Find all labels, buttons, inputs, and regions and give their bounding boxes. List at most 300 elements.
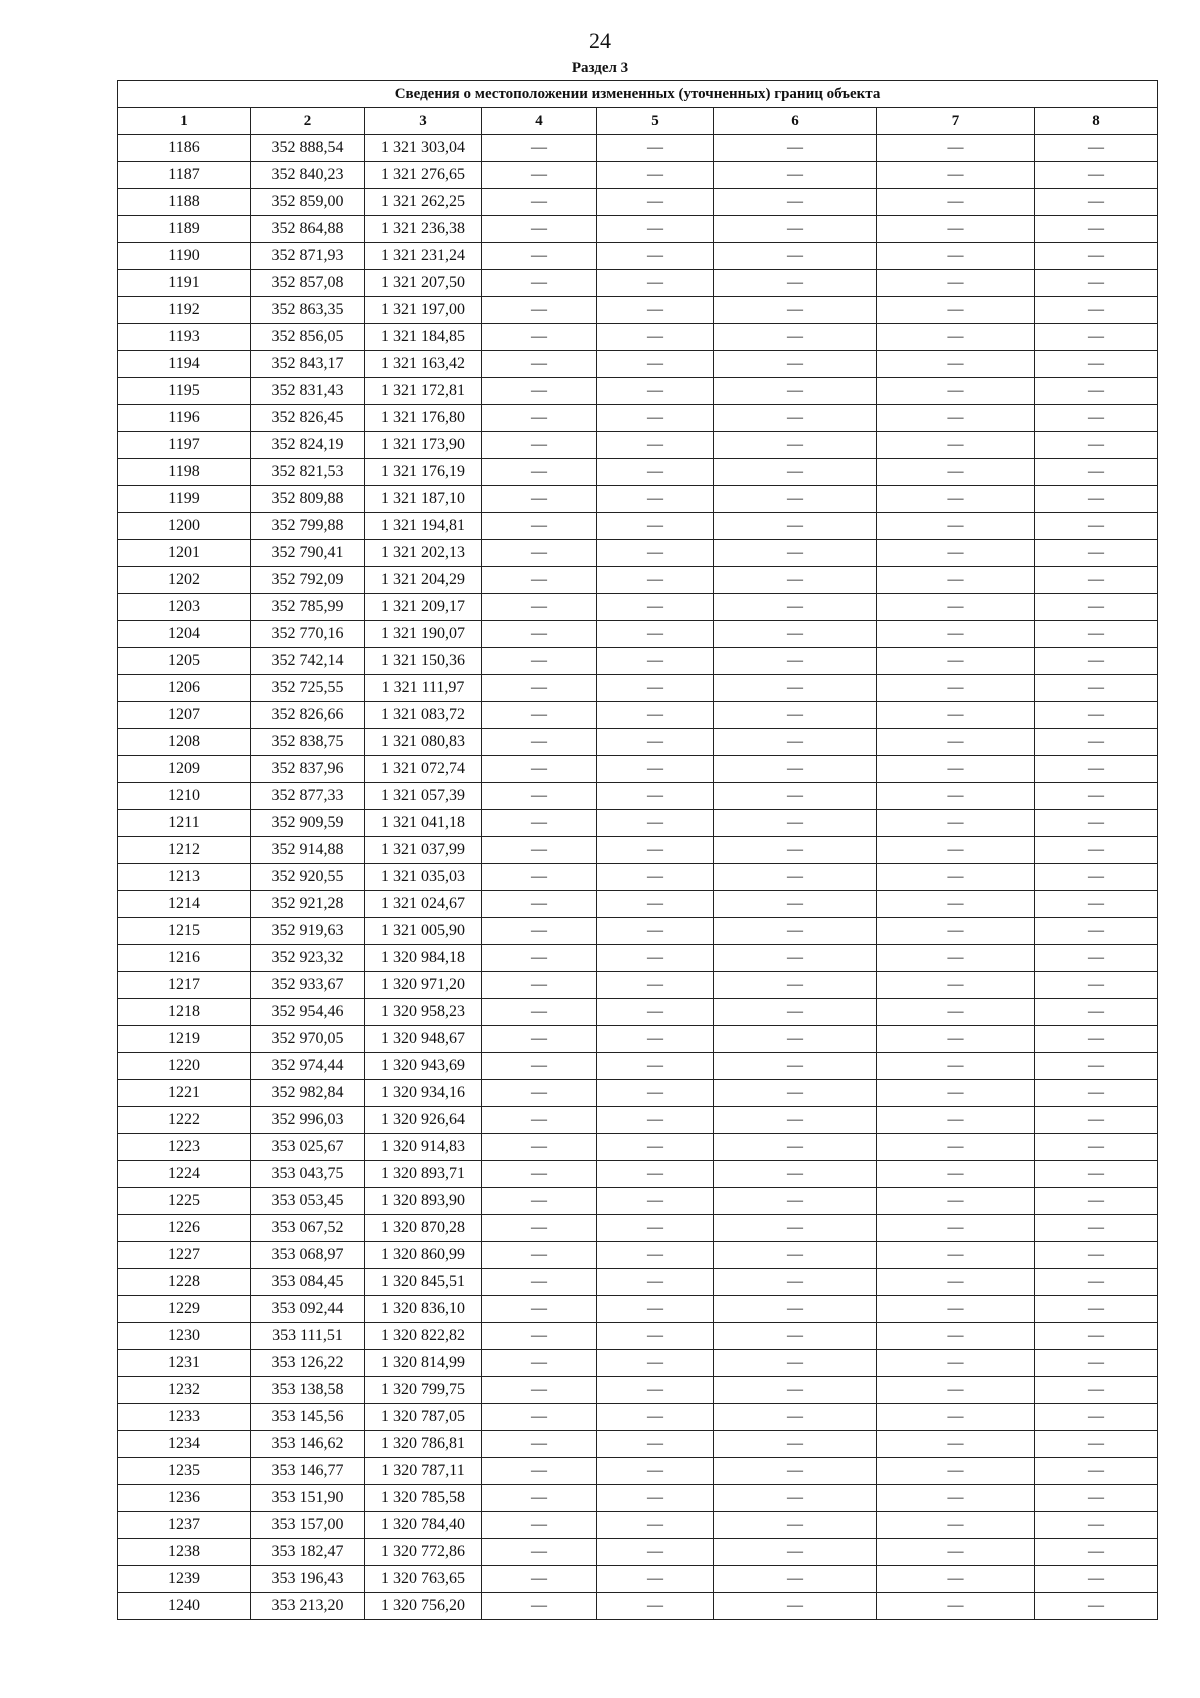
x-coordinate-cell: 353 067,52 xyxy=(251,1215,365,1242)
point-number-cell: 1205 xyxy=(118,648,251,675)
point-number-cell: 1231 xyxy=(118,1350,251,1377)
point-number-cell: 1238 xyxy=(118,1539,251,1566)
y-coordinate-cell: 1 320 785,58 xyxy=(365,1485,482,1512)
empty-cell: — xyxy=(482,1485,597,1512)
x-coordinate-cell: 352 790,41 xyxy=(251,540,365,567)
empty-cell: — xyxy=(482,540,597,567)
point-number-cell: 1230 xyxy=(118,1323,251,1350)
empty-cell: — xyxy=(714,1350,877,1377)
point-number-cell: 1201 xyxy=(118,540,251,567)
empty-cell: — xyxy=(482,621,597,648)
empty-cell: — xyxy=(597,459,714,486)
x-coordinate-cell: 352 856,05 xyxy=(251,324,365,351)
x-coordinate-cell: 352 799,88 xyxy=(251,513,365,540)
empty-cell: — xyxy=(714,972,877,999)
table-row xyxy=(118,1485,1158,1512)
empty-cell: — xyxy=(597,1404,714,1431)
empty-cell: — xyxy=(714,1404,877,1431)
empty-cell: — xyxy=(714,1134,877,1161)
empty-cell: — xyxy=(597,1350,714,1377)
empty-cell: — xyxy=(482,1566,597,1593)
empty-cell: — xyxy=(877,729,1035,756)
table-row xyxy=(118,1026,1158,1053)
x-coordinate-cell: 353 043,75 xyxy=(251,1161,365,1188)
empty-cell: — xyxy=(1035,1269,1158,1296)
table-row xyxy=(118,648,1158,675)
empty-cell: — xyxy=(597,918,714,945)
y-coordinate-cell: 1 321 207,50 xyxy=(365,270,482,297)
point-number-cell: 1235 xyxy=(118,1458,251,1485)
empty-cell: — xyxy=(714,486,877,513)
empty-cell: — xyxy=(714,999,877,1026)
empty-cell: — xyxy=(1035,918,1158,945)
empty-cell: — xyxy=(877,162,1035,189)
empty-cell: — xyxy=(597,162,714,189)
point-number-cell: 1240 xyxy=(118,1593,251,1620)
point-number-cell: 1197 xyxy=(118,432,251,459)
empty-cell: — xyxy=(1035,1296,1158,1323)
x-coordinate-cell: 353 084,45 xyxy=(251,1269,365,1296)
point-number-cell: 1219 xyxy=(118,1026,251,1053)
empty-cell: — xyxy=(877,675,1035,702)
empty-cell: — xyxy=(1035,783,1158,810)
empty-cell: — xyxy=(482,1296,597,1323)
empty-cell: — xyxy=(597,1161,714,1188)
empty-cell: — xyxy=(714,1053,877,1080)
empty-cell: — xyxy=(1035,837,1158,864)
table-row xyxy=(118,1215,1158,1242)
empty-cell: — xyxy=(1035,459,1158,486)
empty-cell: — xyxy=(714,1080,877,1107)
empty-cell: — xyxy=(597,999,714,1026)
table-row xyxy=(118,1458,1158,1485)
column-header-6: 6 xyxy=(714,108,877,135)
x-coordinate-cell: 352 770,16 xyxy=(251,621,365,648)
point-number-cell: 1226 xyxy=(118,1215,251,1242)
empty-cell: — xyxy=(877,1404,1035,1431)
point-number-cell: 1225 xyxy=(118,1188,251,1215)
empty-cell: — xyxy=(597,540,714,567)
column-header-2: 2 xyxy=(251,108,365,135)
x-coordinate-cell: 353 126,22 xyxy=(251,1350,365,1377)
empty-cell: — xyxy=(597,702,714,729)
empty-cell: — xyxy=(714,891,877,918)
table-row xyxy=(118,1080,1158,1107)
empty-cell: — xyxy=(877,810,1035,837)
empty-cell: — xyxy=(1035,702,1158,729)
table-row xyxy=(118,1350,1158,1377)
point-number-cell: 1236 xyxy=(118,1485,251,1512)
empty-cell: — xyxy=(714,1377,877,1404)
x-coordinate-cell: 353 145,56 xyxy=(251,1404,365,1431)
y-coordinate-cell: 1 320 786,81 xyxy=(365,1431,482,1458)
empty-cell: — xyxy=(597,648,714,675)
table-row xyxy=(118,675,1158,702)
empty-cell: — xyxy=(482,189,597,216)
empty-cell: — xyxy=(597,1485,714,1512)
y-coordinate-cell: 1 321 083,72 xyxy=(365,702,482,729)
x-coordinate-cell: 353 146,62 xyxy=(251,1431,365,1458)
empty-cell: — xyxy=(877,486,1035,513)
empty-cell: — xyxy=(482,945,597,972)
y-coordinate-cell: 1 321 303,04 xyxy=(365,135,482,162)
table-row xyxy=(118,135,1158,162)
y-coordinate-cell: 1 320 914,83 xyxy=(365,1134,482,1161)
point-number-cell: 1222 xyxy=(118,1107,251,1134)
point-number-cell: 1234 xyxy=(118,1431,251,1458)
empty-cell: — xyxy=(877,1269,1035,1296)
table-row xyxy=(118,999,1158,1026)
empty-cell: — xyxy=(877,999,1035,1026)
x-coordinate-cell: 352 996,03 xyxy=(251,1107,365,1134)
y-coordinate-cell: 1 321 172,81 xyxy=(365,378,482,405)
empty-cell: — xyxy=(714,648,877,675)
empty-cell: — xyxy=(877,783,1035,810)
column-header-4: 4 xyxy=(482,108,597,135)
table-row xyxy=(118,1161,1158,1188)
empty-cell: — xyxy=(714,675,877,702)
empty-cell: — xyxy=(714,783,877,810)
empty-cell: — xyxy=(877,567,1035,594)
empty-cell: — xyxy=(482,486,597,513)
y-coordinate-cell: 1 320 984,18 xyxy=(365,945,482,972)
empty-cell: — xyxy=(1035,1107,1158,1134)
empty-cell: — xyxy=(482,864,597,891)
x-coordinate-cell: 352 843,17 xyxy=(251,351,365,378)
empty-cell: — xyxy=(1035,324,1158,351)
empty-cell: — xyxy=(714,1188,877,1215)
column-header-1: 1 xyxy=(118,108,251,135)
table-row xyxy=(118,945,1158,972)
empty-cell: — xyxy=(877,891,1035,918)
y-coordinate-cell: 1 321 197,00 xyxy=(365,297,482,324)
empty-cell: — xyxy=(482,891,597,918)
x-coordinate-cell: 353 146,77 xyxy=(251,1458,365,1485)
empty-cell: — xyxy=(597,432,714,459)
x-coordinate-cell: 352 954,46 xyxy=(251,999,365,1026)
empty-cell: — xyxy=(482,918,597,945)
empty-cell: — xyxy=(597,1593,714,1620)
table-row xyxy=(118,972,1158,999)
empty-cell: — xyxy=(597,513,714,540)
empty-cell: — xyxy=(1035,729,1158,756)
empty-cell: — xyxy=(482,1080,597,1107)
empty-cell: — xyxy=(714,594,877,621)
table-row xyxy=(118,783,1158,810)
empty-cell: — xyxy=(1035,297,1158,324)
x-coordinate-cell: 352 809,88 xyxy=(251,486,365,513)
table-row xyxy=(118,486,1158,513)
point-number-cell: 1195 xyxy=(118,378,251,405)
point-number-cell: 1220 xyxy=(118,1053,251,1080)
table-row xyxy=(118,621,1158,648)
empty-cell: — xyxy=(482,405,597,432)
y-coordinate-cell: 1 320 948,67 xyxy=(365,1026,482,1053)
empty-cell: — xyxy=(482,594,597,621)
y-coordinate-cell: 1 320 860,99 xyxy=(365,1242,482,1269)
empty-cell: — xyxy=(714,1539,877,1566)
table-row xyxy=(118,1539,1158,1566)
empty-cell: — xyxy=(877,621,1035,648)
point-number-cell: 1193 xyxy=(118,324,251,351)
empty-cell: — xyxy=(597,567,714,594)
y-coordinate-cell: 1 320 971,20 xyxy=(365,972,482,999)
table-row xyxy=(118,432,1158,459)
point-number-cell: 1203 xyxy=(118,594,251,621)
point-number-cell: 1212 xyxy=(118,837,251,864)
table-row xyxy=(118,1377,1158,1404)
empty-cell: — xyxy=(597,1458,714,1485)
y-coordinate-cell: 1 320 934,16 xyxy=(365,1080,482,1107)
empty-cell: — xyxy=(877,1431,1035,1458)
point-number-cell: 1221 xyxy=(118,1080,251,1107)
y-coordinate-cell: 1 321 176,19 xyxy=(365,459,482,486)
x-coordinate-cell: 352 857,08 xyxy=(251,270,365,297)
y-coordinate-cell: 1 320 870,28 xyxy=(365,1215,482,1242)
empty-cell: — xyxy=(1035,594,1158,621)
x-coordinate-cell: 353 196,43 xyxy=(251,1566,365,1593)
y-coordinate-cell: 1 321 202,13 xyxy=(365,540,482,567)
y-coordinate-cell: 1 321 187,10 xyxy=(365,486,482,513)
point-number-cell: 1228 xyxy=(118,1269,251,1296)
empty-cell: — xyxy=(597,1566,714,1593)
x-coordinate-cell: 352 970,05 xyxy=(251,1026,365,1053)
empty-cell: — xyxy=(877,1566,1035,1593)
point-number-cell: 1227 xyxy=(118,1242,251,1269)
empty-cell: — xyxy=(714,1431,877,1458)
empty-cell: — xyxy=(482,1188,597,1215)
x-coordinate-cell: 352 821,53 xyxy=(251,459,365,486)
y-coordinate-cell: 1 321 037,99 xyxy=(365,837,482,864)
empty-cell: — xyxy=(597,1107,714,1134)
empty-cell: — xyxy=(1035,1404,1158,1431)
x-coordinate-cell: 352 877,33 xyxy=(251,783,365,810)
table-row xyxy=(118,864,1158,891)
empty-cell: — xyxy=(714,837,877,864)
y-coordinate-cell: 1 320 799,75 xyxy=(365,1377,482,1404)
table-row xyxy=(118,729,1158,756)
x-coordinate-cell: 352 921,28 xyxy=(251,891,365,918)
table-row xyxy=(118,1323,1158,1350)
empty-cell: — xyxy=(597,1377,714,1404)
y-coordinate-cell: 1 320 893,90 xyxy=(365,1188,482,1215)
table-row xyxy=(118,513,1158,540)
point-number-cell: 1218 xyxy=(118,999,251,1026)
table-row xyxy=(118,918,1158,945)
y-coordinate-cell: 1 321 231,24 xyxy=(365,243,482,270)
y-coordinate-cell: 1 321 005,90 xyxy=(365,918,482,945)
y-coordinate-cell: 1 320 787,11 xyxy=(365,1458,482,1485)
empty-cell: — xyxy=(714,1296,877,1323)
y-coordinate-cell: 1 320 784,40 xyxy=(365,1512,482,1539)
table-row xyxy=(118,1404,1158,1431)
empty-cell: — xyxy=(482,1215,597,1242)
table-caption: Сведения о местоположении измененных (уточненных) границ объекта xyxy=(118,81,1158,108)
empty-cell: — xyxy=(877,270,1035,297)
empty-cell: — xyxy=(482,216,597,243)
empty-cell: — xyxy=(1035,1377,1158,1404)
empty-cell: — xyxy=(482,999,597,1026)
empty-cell: — xyxy=(877,837,1035,864)
empty-cell: — xyxy=(482,1242,597,1269)
x-coordinate-cell: 353 092,44 xyxy=(251,1296,365,1323)
x-coordinate-cell: 352 871,93 xyxy=(251,243,365,270)
empty-cell: — xyxy=(714,1512,877,1539)
empty-cell: — xyxy=(1035,756,1158,783)
y-coordinate-cell: 1 321 276,65 xyxy=(365,162,482,189)
empty-cell: — xyxy=(714,513,877,540)
empty-cell: — xyxy=(597,783,714,810)
empty-cell: — xyxy=(877,189,1035,216)
empty-cell: — xyxy=(1035,891,1158,918)
x-coordinate-cell: 352 838,75 xyxy=(251,729,365,756)
point-number-cell: 1210 xyxy=(118,783,251,810)
y-coordinate-cell: 1 320 756,20 xyxy=(365,1593,482,1620)
y-coordinate-cell: 1 320 763,65 xyxy=(365,1566,482,1593)
point-number-cell: 1191 xyxy=(118,270,251,297)
empty-cell: — xyxy=(714,729,877,756)
column-header-7: 7 xyxy=(877,108,1035,135)
empty-cell: — xyxy=(714,351,877,378)
empty-cell: — xyxy=(877,513,1035,540)
x-coordinate-cell: 352 920,55 xyxy=(251,864,365,891)
table-row xyxy=(118,216,1158,243)
empty-cell: — xyxy=(1035,135,1158,162)
empty-cell: — xyxy=(597,216,714,243)
x-coordinate-cell: 353 151,90 xyxy=(251,1485,365,1512)
empty-cell: — xyxy=(877,648,1035,675)
x-coordinate-cell: 352 824,19 xyxy=(251,432,365,459)
empty-cell: — xyxy=(482,1350,597,1377)
empty-cell: — xyxy=(597,189,714,216)
point-number-cell: 1215 xyxy=(118,918,251,945)
empty-cell: — xyxy=(877,135,1035,162)
empty-cell: — xyxy=(597,135,714,162)
empty-cell: — xyxy=(1035,1161,1158,1188)
table-row xyxy=(118,1593,1158,1620)
empty-cell: — xyxy=(714,567,877,594)
point-number-cell: 1223 xyxy=(118,1134,251,1161)
empty-cell: — xyxy=(1035,1431,1158,1458)
table-row xyxy=(118,297,1158,324)
empty-cell: — xyxy=(1035,648,1158,675)
empty-cell: — xyxy=(597,729,714,756)
point-number-cell: 1237 xyxy=(118,1512,251,1539)
empty-cell: — xyxy=(714,459,877,486)
empty-cell: — xyxy=(1035,999,1158,1026)
empty-cell: — xyxy=(877,756,1035,783)
empty-cell: — xyxy=(1035,378,1158,405)
empty-cell: — xyxy=(877,1377,1035,1404)
table-row xyxy=(118,1269,1158,1296)
empty-cell: — xyxy=(1035,1539,1158,1566)
empty-cell: — xyxy=(1035,567,1158,594)
empty-cell: — xyxy=(482,1107,597,1134)
table-row xyxy=(118,162,1158,189)
point-number-cell: 1202 xyxy=(118,567,251,594)
empty-cell: — xyxy=(877,243,1035,270)
x-coordinate-cell: 352 792,09 xyxy=(251,567,365,594)
empty-cell: — xyxy=(597,675,714,702)
empty-cell: — xyxy=(482,1026,597,1053)
empty-cell: — xyxy=(714,1269,877,1296)
empty-cell: — xyxy=(714,1215,877,1242)
table-row xyxy=(118,1431,1158,1458)
x-coordinate-cell: 353 111,51 xyxy=(251,1323,365,1350)
empty-cell: — xyxy=(482,324,597,351)
x-coordinate-cell: 352 923,32 xyxy=(251,945,365,972)
empty-cell: — xyxy=(1035,216,1158,243)
section-title: Раздел 3 xyxy=(571,60,629,76)
empty-cell: — xyxy=(877,1242,1035,1269)
y-coordinate-cell: 1 321 262,25 xyxy=(365,189,482,216)
empty-cell: — xyxy=(877,594,1035,621)
x-coordinate-cell: 353 068,97 xyxy=(251,1242,365,1269)
x-coordinate-cell: 352 859,00 xyxy=(251,189,365,216)
x-coordinate-cell: 352 826,66 xyxy=(251,702,365,729)
point-number-cell: 1224 xyxy=(118,1161,251,1188)
point-number-cell: 1214 xyxy=(118,891,251,918)
table-row xyxy=(118,540,1158,567)
empty-cell: — xyxy=(877,1026,1035,1053)
empty-cell: — xyxy=(482,351,597,378)
table-row xyxy=(118,1242,1158,1269)
empty-cell: — xyxy=(1035,1593,1158,1620)
x-coordinate-cell: 352 725,55 xyxy=(251,675,365,702)
empty-cell: — xyxy=(1035,945,1158,972)
empty-cell: — xyxy=(597,810,714,837)
point-number-cell: 1206 xyxy=(118,675,251,702)
y-coordinate-cell: 1 320 836,10 xyxy=(365,1296,482,1323)
empty-cell: — xyxy=(1035,189,1158,216)
empty-cell: — xyxy=(1035,243,1158,270)
y-coordinate-cell: 1 321 163,42 xyxy=(365,351,482,378)
y-coordinate-cell: 1 321 236,38 xyxy=(365,216,482,243)
empty-cell: — xyxy=(714,945,877,972)
empty-cell: — xyxy=(597,378,714,405)
boundary-coordinates-table xyxy=(117,80,1158,1620)
empty-cell: — xyxy=(714,189,877,216)
empty-cell: — xyxy=(714,1026,877,1053)
empty-cell: — xyxy=(877,1539,1035,1566)
table-row xyxy=(118,189,1158,216)
empty-cell: — xyxy=(482,1593,597,1620)
x-coordinate-cell: 352 982,84 xyxy=(251,1080,365,1107)
empty-cell: — xyxy=(482,756,597,783)
x-coordinate-cell: 352 742,14 xyxy=(251,648,365,675)
empty-cell: — xyxy=(597,891,714,918)
empty-cell: — xyxy=(714,918,877,945)
x-coordinate-cell: 353 053,45 xyxy=(251,1188,365,1215)
empty-cell: — xyxy=(597,1512,714,1539)
empty-cell: — xyxy=(877,432,1035,459)
empty-cell: — xyxy=(482,459,597,486)
empty-cell: — xyxy=(597,1296,714,1323)
empty-cell: — xyxy=(597,1431,714,1458)
empty-cell: — xyxy=(597,324,714,351)
empty-cell: — xyxy=(714,270,877,297)
point-number-cell: 1216 xyxy=(118,945,251,972)
y-coordinate-cell: 1 320 772,86 xyxy=(365,1539,482,1566)
empty-cell: — xyxy=(482,972,597,999)
x-coordinate-cell: 352 837,96 xyxy=(251,756,365,783)
empty-cell: — xyxy=(1035,1188,1158,1215)
empty-cell: — xyxy=(597,1026,714,1053)
point-number-cell: 1204 xyxy=(118,621,251,648)
empty-cell: — xyxy=(1035,675,1158,702)
empty-cell: — xyxy=(597,1269,714,1296)
x-coordinate-cell: 352 974,44 xyxy=(251,1053,365,1080)
